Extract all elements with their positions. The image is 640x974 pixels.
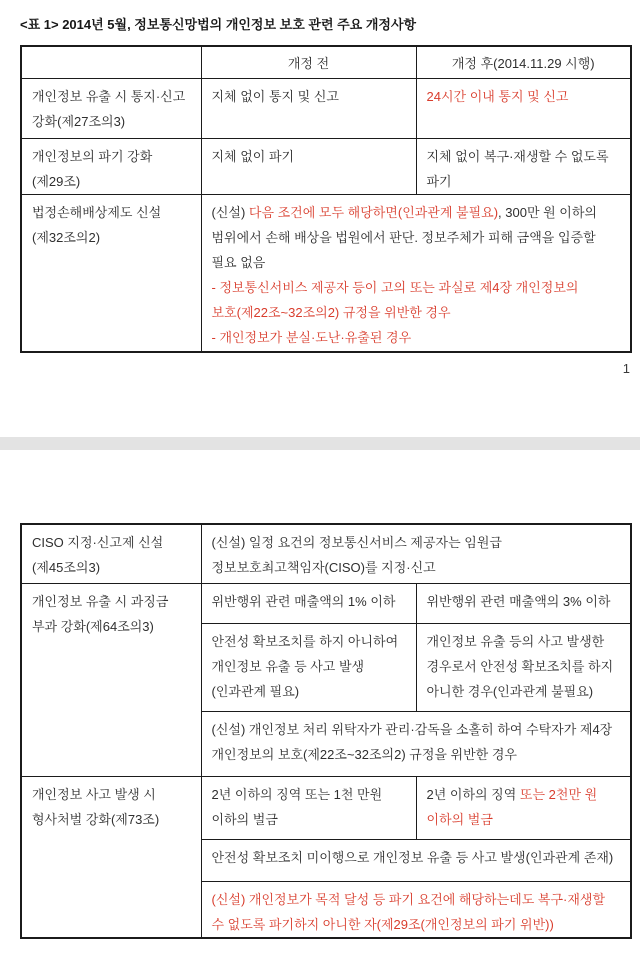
- text-segment: 이하의 벌금: [211, 811, 278, 827]
- text-segment: 부과 강화(제64조의3): [32, 618, 154, 634]
- text-segment: (신설) 일정 요건의 정보통신서비스 제공자는 임원급: [211, 535, 502, 550]
- text-segment: 개인정보 유출 시 과징금: [32, 593, 169, 609]
- table-cell: [416, 138, 631, 194]
- text-line: [427, 782, 625, 807]
- page-title: <표 1> 2014년 5월, 정보통신망법의 개인정보 보호 관련 주요 개정사항: [20, 17, 417, 32]
- text-line: [427, 807, 625, 832]
- text-line: [32, 555, 195, 580]
- text-segment: 법정손해배상제도 신설: [32, 204, 162, 220]
- table-header-cell: [21, 46, 201, 78]
- text-segment: 지체 없이 통지 및 신고: [211, 88, 339, 104]
- table-cell: [201, 711, 631, 776]
- page-number: 1: [622, 361, 630, 376]
- highlighted-text: 수 없도록 파기하지 아니한 자(제29조(개인정보의 파기 위반)): [211, 916, 554, 932]
- text-segment: 개인정보의 파기 강화: [32, 148, 153, 164]
- text-line: [427, 629, 625, 654]
- text-line: [212, 782, 410, 807]
- text-line: [427, 679, 625, 704]
- text-segment: 개인정보의 보호(제22조~32조의2) 규정을 위반한 경우: [211, 746, 517, 762]
- text-line: [427, 654, 625, 679]
- text-segment: 형사처벌 강화(제73조): [32, 811, 160, 827]
- text-segment: 개인정보 유출 등의 사고 발생한: [426, 633, 605, 649]
- highlighted-text: (신설) 개인정보가 목적 달성 등 파기 요건에 해당하는데도 복구·재생할: [211, 891, 606, 907]
- highlighted-text: 이하의 벌금: [426, 811, 493, 827]
- amendment-table-1: [20, 45, 632, 353]
- table-cell: [201, 78, 416, 138]
- text-line: [32, 614, 195, 639]
- text-segment: 강화(제27조의3): [32, 113, 126, 129]
- table-cell: [416, 623, 631, 711]
- text-segment: (제29조): [32, 173, 81, 189]
- table-header-cell: [416, 46, 631, 78]
- text-line: [427, 84, 625, 109]
- text-line: [212, 200, 625, 225]
- text-segment: , 300만 원 이하의: [498, 204, 597, 220]
- text-segment: 2년 이하의 징역: [426, 786, 520, 802]
- text-line: [212, 887, 625, 912]
- text-segment: 정보보호최고책임자(CISO)를 지정·신고: [211, 560, 436, 575]
- text-line: [212, 742, 625, 767]
- text-line: [32, 530, 195, 555]
- text-segment: 파기: [426, 173, 452, 189]
- table-row: [21, 78, 631, 138]
- text-segment: 개정 후(2014.11.29 시행): [451, 55, 595, 71]
- table-cell: [21, 78, 201, 138]
- highlighted-text: - 개인정보가 분실·도난·유출된 경우: [211, 329, 412, 345]
- table-cell: [201, 776, 416, 839]
- table-row: [21, 583, 631, 623]
- table-cell: [201, 881, 631, 938]
- amendment-table-2: [20, 523, 632, 939]
- table-cell: [416, 583, 631, 623]
- table-row: [21, 138, 631, 194]
- highlighted-text: 또는 2천만 원: [519, 786, 598, 802]
- text-segment: CISO 지정·신고제 신설: [32, 535, 164, 550]
- text-segment: 경우로서 안전성 확보조치를 하지: [426, 658, 614, 674]
- text-line: [427, 589, 625, 614]
- text-segment: 위반행위 관련 매출액의 3% 이하: [426, 593, 611, 609]
- text-line: [212, 300, 625, 325]
- table-row: [21, 194, 631, 352]
- text-segment: (제45조의3): [32, 560, 101, 575]
- text-line: [212, 144, 410, 169]
- table-cell: [21, 138, 201, 194]
- text-segment: 지체 없이 파기: [211, 148, 295, 164]
- text-segment: 아니한 경우(인과관계 불필요): [426, 683, 594, 699]
- text-segment: (신설) 개인정보 처리 위탁자가 관리·감독을 소홀히 하여 수탁자가 제4장: [211, 721, 613, 737]
- text-line: [212, 679, 410, 704]
- table-cell: [416, 78, 631, 138]
- table-cell: [416, 776, 631, 839]
- text-line: [32, 200, 195, 225]
- text-segment: 위반행위 관련 매출액의 1% 이하: [211, 593, 396, 609]
- text-line: [212, 629, 410, 654]
- text-segment: 2년 이하의 징역 또는 1천 만원: [211, 786, 383, 802]
- text-line: [32, 144, 195, 169]
- text-line: [212, 555, 625, 580]
- text-line: [32, 225, 195, 250]
- text-line: [212, 717, 625, 742]
- table-row: [21, 46, 631, 78]
- table-header-cell: [201, 46, 416, 78]
- page-break-divider: [0, 437, 640, 450]
- text-line: [212, 84, 410, 109]
- document-page-2: [0, 523, 640, 939]
- text-line: [32, 807, 195, 832]
- text-segment: 필요 없음: [211, 254, 266, 270]
- highlighted-text: 다음 조건에 모두 해당하면(인과관계 불필요): [248, 204, 499, 220]
- text-line: [427, 169, 625, 194]
- text-line: [212, 325, 625, 350]
- text-segment: 범위에서 손해 배상을 법원에서 판단. 정보주체가 피해 금액을 입증할: [211, 229, 596, 245]
- text-line: [212, 807, 410, 832]
- text-segment: 안전성 확보조치를 하지 아니하여: [211, 633, 399, 649]
- text-line: [212, 225, 625, 250]
- highlighted-text: - 정보통신서비스 제공자 등이 고의 또는 과실로 제4장 개인정보의: [211, 279, 579, 295]
- table-cell: [201, 839, 631, 881]
- text-line: [202, 53, 416, 72]
- text-segment: 개인정보 유출 시 통지·신고: [32, 88, 186, 104]
- table-cell: [21, 524, 201, 583]
- highlighted-text: 보호(제22조~32조의2) 규정을 위반한 경우: [211, 304, 451, 320]
- table-cell: [21, 194, 201, 352]
- text-segment: 안전성 확보조치 미이행으로 개인정보 유출 등 사고 발생(인과관계 존재): [211, 849, 614, 865]
- text-line: [32, 169, 195, 194]
- document-page-1: [0, 16, 640, 377]
- text-line: [32, 84, 195, 109]
- text-segment: 지체 없이 복구·재생할 수 없도록: [426, 148, 609, 164]
- text-line: [212, 275, 625, 300]
- text-segment: (인과관계 필요): [211, 683, 300, 699]
- text-line: [212, 654, 410, 679]
- text-line: [32, 782, 195, 807]
- table-cell: [201, 524, 631, 583]
- table-cell: [201, 623, 416, 711]
- text-line: [212, 845, 625, 870]
- table-cell: [201, 583, 416, 623]
- text-line: [32, 109, 195, 134]
- text-line: [212, 912, 625, 937]
- table-cell: [201, 138, 416, 194]
- table-row: [21, 524, 631, 583]
- text-segment: 개인정보 사고 발생 시: [32, 786, 156, 802]
- text-line: [32, 589, 195, 614]
- text-segment: (신설): [211, 204, 249, 220]
- text-segment: 개정 전: [287, 55, 330, 71]
- text-line: [417, 53, 631, 72]
- text-line: [212, 530, 625, 555]
- table-cell: [21, 776, 201, 938]
- table-row: [21, 776, 631, 839]
- text-segment: (제32조의2): [32, 229, 101, 245]
- table-cell: [21, 583, 201, 776]
- table-cell: [201, 194, 631, 352]
- text-line: [212, 589, 410, 614]
- text-segment: 개인정보 유출 등 사고 발생: [211, 658, 365, 674]
- text-line: [427, 144, 625, 169]
- highlighted-text: 24시간 이내 통지 및 신고: [426, 88, 569, 104]
- text-line: [212, 250, 625, 275]
